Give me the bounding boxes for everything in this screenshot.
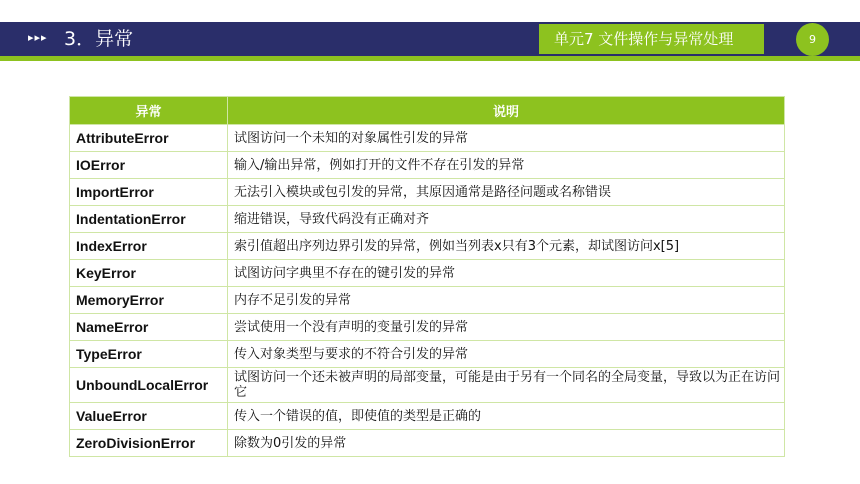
header-divider (0, 56, 860, 61)
exception-description: 输入/输出异常，例如打开的文件不存在引发的异常 (228, 152, 785, 179)
table-row (70, 179, 785, 206)
exception-name: UnboundLocalError (70, 368, 228, 403)
exception-description: 试图访问一个还未被声明的局部变量，可能是由于另有一个同名的全局变量，导致以为正在访问它 (228, 368, 785, 403)
triple-arrow-icon: ▸▸▸ (28, 31, 48, 44)
table-row (70, 152, 785, 179)
table-row (70, 314, 785, 341)
exception-description: 缩进错误，导致代码没有正确对齐 (228, 206, 785, 233)
table-row (70, 233, 785, 260)
table-header-row (70, 97, 785, 125)
exception-name: KeyError (70, 260, 228, 287)
exception-description: 除数为0引发的异常 (228, 430, 785, 457)
table-row (70, 206, 785, 233)
column-header-exception: 异常 (70, 97, 228, 125)
table-row (70, 430, 785, 457)
exception-name: IndentationError (70, 206, 228, 233)
exception-name: MemoryError (70, 287, 228, 314)
table-row (70, 403, 785, 430)
exception-description: 尝试使用一个没有声明的变量引发的异常 (228, 314, 785, 341)
column-header-description: 说明 (228, 97, 785, 125)
exception-description: 传入对象类型与要求的不符合引发的异常 (228, 341, 785, 368)
section-title: 3．异常 (64, 28, 134, 50)
exception-description: 索引值超出序列边界引发的异常，例如当列表x只有3个元素，却试图访问x[5] (228, 233, 785, 260)
exception-name: AttributeError (70, 125, 228, 152)
table-row (70, 368, 785, 403)
table-row (70, 125, 785, 152)
table-row (70, 287, 785, 314)
exception-description: 无法引入模块或包引发的异常，其原因通常是路径问题或名称错误 (228, 179, 785, 206)
exception-name: IOError (70, 152, 228, 179)
page-number-badge: 9 (796, 23, 829, 56)
exception-name: TypeError (70, 341, 228, 368)
exception-name: ValueError (70, 403, 228, 430)
exception-description: 试图访问字典里不存在的键引发的异常 (228, 260, 785, 287)
exception-description: 内存不足引发的异常 (228, 287, 785, 314)
exception-description: 传入一个错误的值，即使值的类型是正确的 (228, 403, 785, 430)
table-row (70, 260, 785, 287)
table-row (70, 341, 785, 368)
exception-name: ImportError (70, 179, 228, 206)
exception-name: IndexError (70, 233, 228, 260)
exception-name: ZeroDivisionError (70, 430, 228, 457)
exception-table (69, 96, 785, 457)
exception-name: NameError (70, 314, 228, 341)
exception-description: 试图访问一个未知的对象属性引发的异常 (228, 125, 785, 152)
unit-title: 单元7 文件操作与异常处理 (539, 24, 764, 54)
